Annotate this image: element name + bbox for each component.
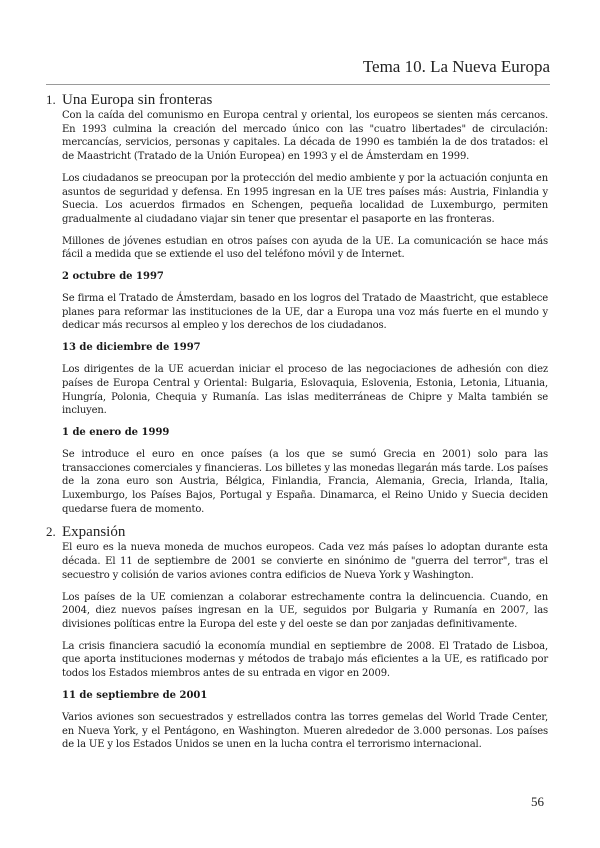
event-date: 2 octubre de 1997	[62, 271, 164, 283]
paragraph: La crisis financiera sacudió la economía mundial en septiembre de 2008. El Tratado de Lisboa, que aporta instituciones modernas y métodos de trabajo más eficientes a la UE, es ratificado por todos los Estados miembros antes de su entrada en vigor en 2009.	[62, 640, 548, 680]
paragraph: Los países de la UE comienzan a colaborar estrechamente contra la delincuencia. Cuando, en 2004, diez nuevos países ingresan en la UE, seguidos por Bulgaria y Rumanía en 2007, las divisiones políticas entre la Europa del este y del oeste se dan por zanjadas definitivamente.	[62, 591, 548, 630]
event-date: 13 de diciembre de 1997	[62, 342, 201, 354]
paragraph: Con la caída del comunismo en Europa central y oriental, los europeos se sienten más cercanos. En 1993 culmina la creación del mercado único con las "cuatro libertades" de circulación: mercancías, servicios, personas y capitales. La década de 1990 es también la de dos tratados: el de Maastricht (Tratado de la Unión Europea) en 1993 y el de Ámsterdam en 1999.	[62, 110, 548, 163]
section-heading-2	[46, 523, 548, 541]
section-title: Expansión	[62, 524, 126, 541]
header-divider	[46, 84, 550, 85]
page-title: Tema 10. La Nueva Europa	[362, 57, 550, 76]
event-date: 11 de septiembre de 2001	[62, 689, 208, 701]
section-number: 2.	[46, 524, 56, 540]
event-date: 1 de enero de 1999	[62, 426, 170, 438]
event-text: Se introduce el euro en once países (a los que se sumó Grecia en 2001) solo para las transacciones comerciales y financieras. Los billetes y las monedas llegarán más tarde. Los países de la zona euro son Austria, Bélgica, Finlandia, Francia, Alemania, Grecia, Irlanda, Italia, Luxemburgo, los Países Bajos, Portugal y España. Dinamarca, el Reino Unido y Suecia deciden quedarse fuera de momento.	[62, 448, 548, 515]
event-text: Los dirigentes de la UE acuerdan iniciar el proceso de las negociaciones de adhesión con diez países de Europa Central y Oriental: Bulgaria, Eslovaquia, Eslovenia, Estonia, Letonia, Lituania, Hungría, Polonia, Chequia y Rumanía. Las islas mediterráneas de Chipre y Malta también se incluyen.	[62, 364, 548, 417]
paragraph: El euro es la nueva moneda de muchos europeos. Cada vez más países lo adoptan durante esta década. El 11 de septiembre de 2001 se convierte en sinónimo de "guerra del terror", tras el secuestro y colisión de varios aviones contra edificios de Nueva York y Washington.	[62, 542, 548, 581]
event-text: Varios aviones son secuestrados y estrellados contra las torres gemelas del World Trade Center, en Nueva York, y el Pentágono, en Washington. Mueren alrededor de 3.000 personas. Los países de la UE y los Estados Unidos se unen en la lucha contra el terrorismo internacional.	[62, 711, 548, 751]
page-content	[46, 91, 548, 760]
page-number: 56	[531, 794, 544, 809]
paragraph: Millones de jóvenes estudian en otros países con ayuda de la UE. La comunicación se hace más fácil a medida que se extiende el uso del teléfono móvil y de Internet.	[62, 235, 548, 261]
section-title: Una Europa sin fronteras	[62, 92, 213, 108]
paragraph: Los ciudadanos se preocupan por la protección del medio ambiente y por la actuación conjunta en asuntos de seguridad y defensa. En 1995 ingresan en la UE tres países más: Austria, Finlandia y Suecia. Los acuerdos firmados en Schengen, pequeña localidad de Luxemburgo, permiten gradualmente al ciudadano viajar sin tener que presentar el pasaporte en las fronteras.	[62, 172, 548, 225]
event-text: Se firma el Tratado de Ámsterdam, basado en los logros del Tratado de Maastricht, que establece planes para reformar las instituciones de la UE, dar a Europa una voz más fuerte en el mundo y dedicar más recursos al empleo y los derechos de los ciudadanos.	[62, 293, 548, 332]
section-number: 1.	[46, 92, 56, 107]
section-heading-1	[46, 91, 548, 109]
